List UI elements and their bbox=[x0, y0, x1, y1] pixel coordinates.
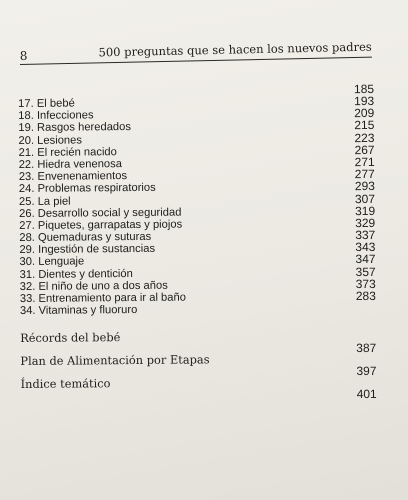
toc-page-number: 271 bbox=[354, 154, 375, 170]
toc-chapter-label: 21. El recién nacido bbox=[18, 145, 117, 159]
toc-page-number: 373 bbox=[355, 276, 376, 291]
toc-section-row bbox=[20, 328, 376, 354]
toc-page-number: 215 bbox=[354, 118, 375, 133]
toc-chapter-label: 19. Rasgos heredados bbox=[18, 121, 131, 135]
toc-page-number: 401 bbox=[356, 387, 377, 402]
table-of-contents bbox=[18, 83, 377, 400]
toc-page-number: 277 bbox=[354, 167, 375, 182]
running-title: 500 preguntas que se hacen los nuevos padres bbox=[98, 39, 372, 60]
toc-chapter-label: 24. Problemas respiratorios bbox=[18, 182, 156, 196]
toc-section-label: Índice temático bbox=[20, 376, 111, 392]
toc-page-number: 185 bbox=[353, 81, 375, 97]
toc-page-number: 347 bbox=[355, 252, 376, 267]
toc-page-number: 293 bbox=[354, 179, 375, 194]
toc-page-number: 193 bbox=[354, 93, 375, 109]
toc-chapter-label: 31. Dientes y dentición bbox=[19, 267, 133, 281]
toc-page-number: 337 bbox=[355, 227, 376, 243]
toc-chapter-label: 17. El bebé bbox=[18, 97, 75, 110]
toc-chapter-label: 32. El niño de uno a dos años bbox=[19, 279, 168, 293]
toc-chapter-label: 30. Lenguaje bbox=[19, 255, 85, 269]
toc-chapter-label: 27. Piquetes, garrapatas y piojos bbox=[19, 218, 183, 232]
toc-page-number: 319 bbox=[355, 203, 376, 218]
toc-chapter-label: 25. La piel bbox=[18, 195, 71, 208]
toc-chapter-label: 34. Vitaminas y fluoruro bbox=[19, 304, 138, 318]
toc-chapter-label: 22. Hiedra venenosa bbox=[18, 158, 122, 171]
running-header bbox=[19, 33, 371, 65]
toc-page-number: 283 bbox=[355, 288, 376, 304]
toc-chapter-label: 33. Entrenamiento para ir al baño bbox=[19, 291, 186, 305]
toc-page-number: 267 bbox=[354, 142, 375, 157]
toc-page-number: 397 bbox=[356, 364, 377, 379]
toc-section-label: Plan de Alimentación por Etapas bbox=[20, 352, 210, 369]
toc-page-number: 357 bbox=[355, 264, 376, 279]
toc-page-number: 329 bbox=[355, 215, 376, 230]
toc-section-label: Récords del bebé bbox=[20, 330, 121, 346]
toc-chapter-label: 18. Infecciones bbox=[18, 109, 94, 123]
toc-chapter-label: 28. Quemaduras y suturas bbox=[19, 230, 152, 245]
toc-chapter-label: 26. Desarrollo social y seguridad bbox=[19, 206, 182, 220]
toc-chapter-label: 20. Lesiones bbox=[18, 134, 82, 147]
toc-chapter-label: 23. Envenenamientos bbox=[18, 170, 128, 184]
toc-page-number: 223 bbox=[354, 130, 375, 145]
toc-section-row bbox=[21, 374, 377, 400]
toc-section-row bbox=[20, 351, 376, 377]
toc-page-number: 343 bbox=[355, 240, 376, 255]
page-number: 8 bbox=[19, 48, 28, 64]
toc-page-number: 387 bbox=[356, 341, 377, 356]
toc-page-number: 307 bbox=[354, 191, 376, 206]
toc-chapter-label: 29. Ingestión de sustancias bbox=[19, 243, 156, 257]
toc-page-number: 209 bbox=[354, 106, 375, 121]
